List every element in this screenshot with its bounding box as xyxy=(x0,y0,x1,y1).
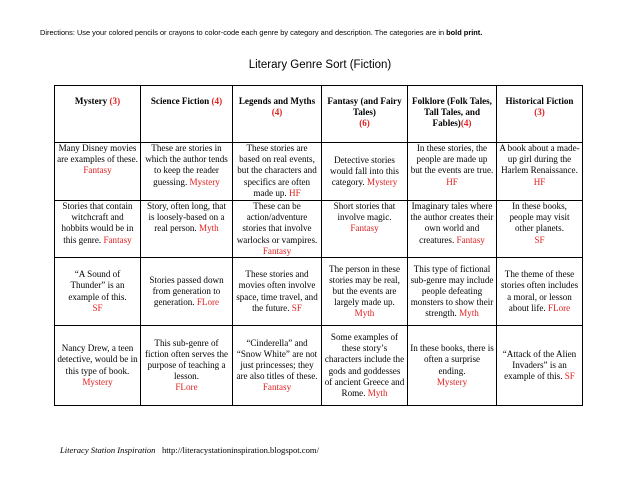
table-cell xyxy=(408,201,497,258)
cell-text: The theme of these stories often includes a moral, or lesson about life. xyxy=(500,269,579,313)
cell-tag: Myth xyxy=(459,308,479,319)
cell-tag: Fantasy xyxy=(262,382,292,393)
table-cell xyxy=(497,326,583,406)
cell-tag: FLore xyxy=(196,297,220,308)
header-historical-fiction xyxy=(497,86,583,143)
header-count: (4) xyxy=(211,96,223,106)
cell-text: A book about a made-up girl during the Harlem Renaissance. xyxy=(499,143,580,176)
table-cell xyxy=(322,201,408,258)
cell-text: Many Disney movies are examples of these. xyxy=(57,143,138,165)
table-cell xyxy=(233,326,322,406)
cell-tag: FLore xyxy=(547,302,571,313)
cell-text: Stories passed down from generation to generation. xyxy=(149,274,224,308)
table-cell xyxy=(497,258,583,326)
table-cell xyxy=(55,201,141,258)
cell-tag: SF xyxy=(92,302,103,313)
cell-text: Story, often long, that is loosely-based on a real person. xyxy=(147,201,226,234)
cell-tag: HF xyxy=(533,176,546,187)
table-cell xyxy=(322,258,408,326)
table-row xyxy=(55,143,583,201)
cell-text: These are stories in which the author tends to keep the reader guessing. xyxy=(145,143,228,187)
table-cell xyxy=(408,326,497,406)
header-science-fiction xyxy=(141,86,233,143)
footer-brand: Literacy Station Inspiration xyxy=(60,445,156,455)
table-cell xyxy=(497,143,583,201)
cell-text: Short stories that involve magic. xyxy=(333,201,396,223)
cell-text: “Cinderella” and “Snow White” are not just princesses; they are also titles of these. xyxy=(236,337,318,382)
table-cell xyxy=(233,258,322,326)
cell-tag: Mystery xyxy=(366,177,398,188)
cell-text: In these books, people may visit other planets. xyxy=(509,201,570,234)
cell-tag: Fantasy xyxy=(83,165,112,176)
cell-text: Nancy Drew, a teen detective, would be in this type of book. xyxy=(57,343,138,376)
cell-tag: SF xyxy=(534,234,545,245)
cell-tag: Mystery xyxy=(82,376,113,387)
cell-tag: HF xyxy=(446,176,458,187)
cell-tag: Myth xyxy=(354,308,375,319)
cell-text: “Attack of the Alien Invaders” is an example of this. xyxy=(502,348,577,382)
cell-tag: Fantasy xyxy=(262,245,292,256)
cell-tag: Myth xyxy=(367,387,388,398)
table-cell xyxy=(55,143,141,201)
cell-tag: Fantasy xyxy=(350,223,379,234)
cell-tag: HF xyxy=(289,187,301,198)
cell-text: These can be action/adventure stories that involve warlocks or vampires. xyxy=(236,201,318,245)
header-label: Folklore (Folk Tales, Tall Tales, and Fables) xyxy=(412,96,492,129)
table-cell xyxy=(233,201,322,258)
cell-tag: Mystery xyxy=(189,176,220,187)
header-count: (4) xyxy=(460,118,472,129)
table-row xyxy=(55,258,583,326)
cell-tag: FLore xyxy=(175,382,198,393)
table-cell xyxy=(408,143,497,201)
cell-text: “A Sound of Thunder” is an example of this. xyxy=(68,269,127,302)
cell-tag: Fantasy xyxy=(103,234,132,245)
directions-bold: bold print. xyxy=(446,28,483,37)
footer xyxy=(60,445,319,455)
header-label: Historical Fiction xyxy=(505,96,574,106)
cell-tag: Myth xyxy=(198,223,219,234)
genre-sort-table xyxy=(54,85,583,406)
cell-text: Stories that contain witchcraft and hobbits would be in this genre. xyxy=(61,201,134,245)
cell-text: In these stories, the people are made up but the events are true. xyxy=(410,143,494,176)
cell-tag: Mystery xyxy=(436,376,468,387)
header-count: (3) xyxy=(534,107,545,118)
table-cell xyxy=(408,258,497,326)
table-cell xyxy=(55,326,141,406)
cell-tag: SF xyxy=(291,302,302,313)
header-legends-myths xyxy=(233,86,322,143)
cell-text: The person in these stories may be real, but the events are largely made up. xyxy=(329,263,400,308)
table-cell xyxy=(497,201,583,258)
page-title: Literary Genre Sort (Fiction) xyxy=(248,59,392,71)
header-count: (6) xyxy=(359,118,370,129)
cell-tag: SF xyxy=(564,371,575,382)
cell-text: Detective stories would fall into this category. xyxy=(330,154,399,188)
header-count: (4) xyxy=(271,107,283,118)
cell-text: This type of fictional sub-genre may include people defeating monsters to show their strength. xyxy=(410,263,494,319)
footer-url[interactable]: http://literacystationinspiration.blogspot.com/ xyxy=(161,445,319,455)
table-cell xyxy=(141,143,233,201)
table-cell xyxy=(141,326,233,406)
table-row xyxy=(55,326,583,406)
header-label: Fantasy (and Fairy Tales) xyxy=(327,96,402,118)
table-cell xyxy=(141,258,233,326)
cell-text: Imaginary tales where the author creates their own world and creatures. xyxy=(410,201,494,245)
header-label: Mystery xyxy=(74,96,108,106)
header-label: Legends and Myths xyxy=(238,96,316,106)
directions-text: Directions: Use your colored pencils or crayons to color-code each genre by category and description. The categories are in xyxy=(40,28,447,37)
cell-text: This sub-genre of fiction often serves the purpose of teaching a lesson. xyxy=(144,337,229,382)
table-cell xyxy=(141,201,233,258)
cell-text: These stories are based on real events, but the characters and specifics are often made up. xyxy=(237,143,317,198)
header-label: Science Fiction xyxy=(150,96,210,106)
cell-text: In these books, there is often a surprise ending. xyxy=(410,343,494,376)
header-row xyxy=(55,86,583,143)
cell-tag: Fantasy xyxy=(456,234,485,245)
table-cell xyxy=(322,143,408,201)
header-folklore xyxy=(408,86,497,143)
header-mystery xyxy=(55,86,141,143)
table-cell xyxy=(322,326,408,406)
header-count: (3) xyxy=(109,96,121,106)
table-cell xyxy=(55,258,141,326)
directions xyxy=(40,28,620,37)
table-cell xyxy=(233,143,322,201)
cell-text: Some examples of these story’s characters include the gods and goddesses of ancient Greece and Rome. xyxy=(324,331,405,398)
cell-text: These stories and movies often involve space, time travel, and the future. xyxy=(236,269,318,313)
header-fantasy xyxy=(322,86,408,143)
table-row xyxy=(55,201,583,258)
